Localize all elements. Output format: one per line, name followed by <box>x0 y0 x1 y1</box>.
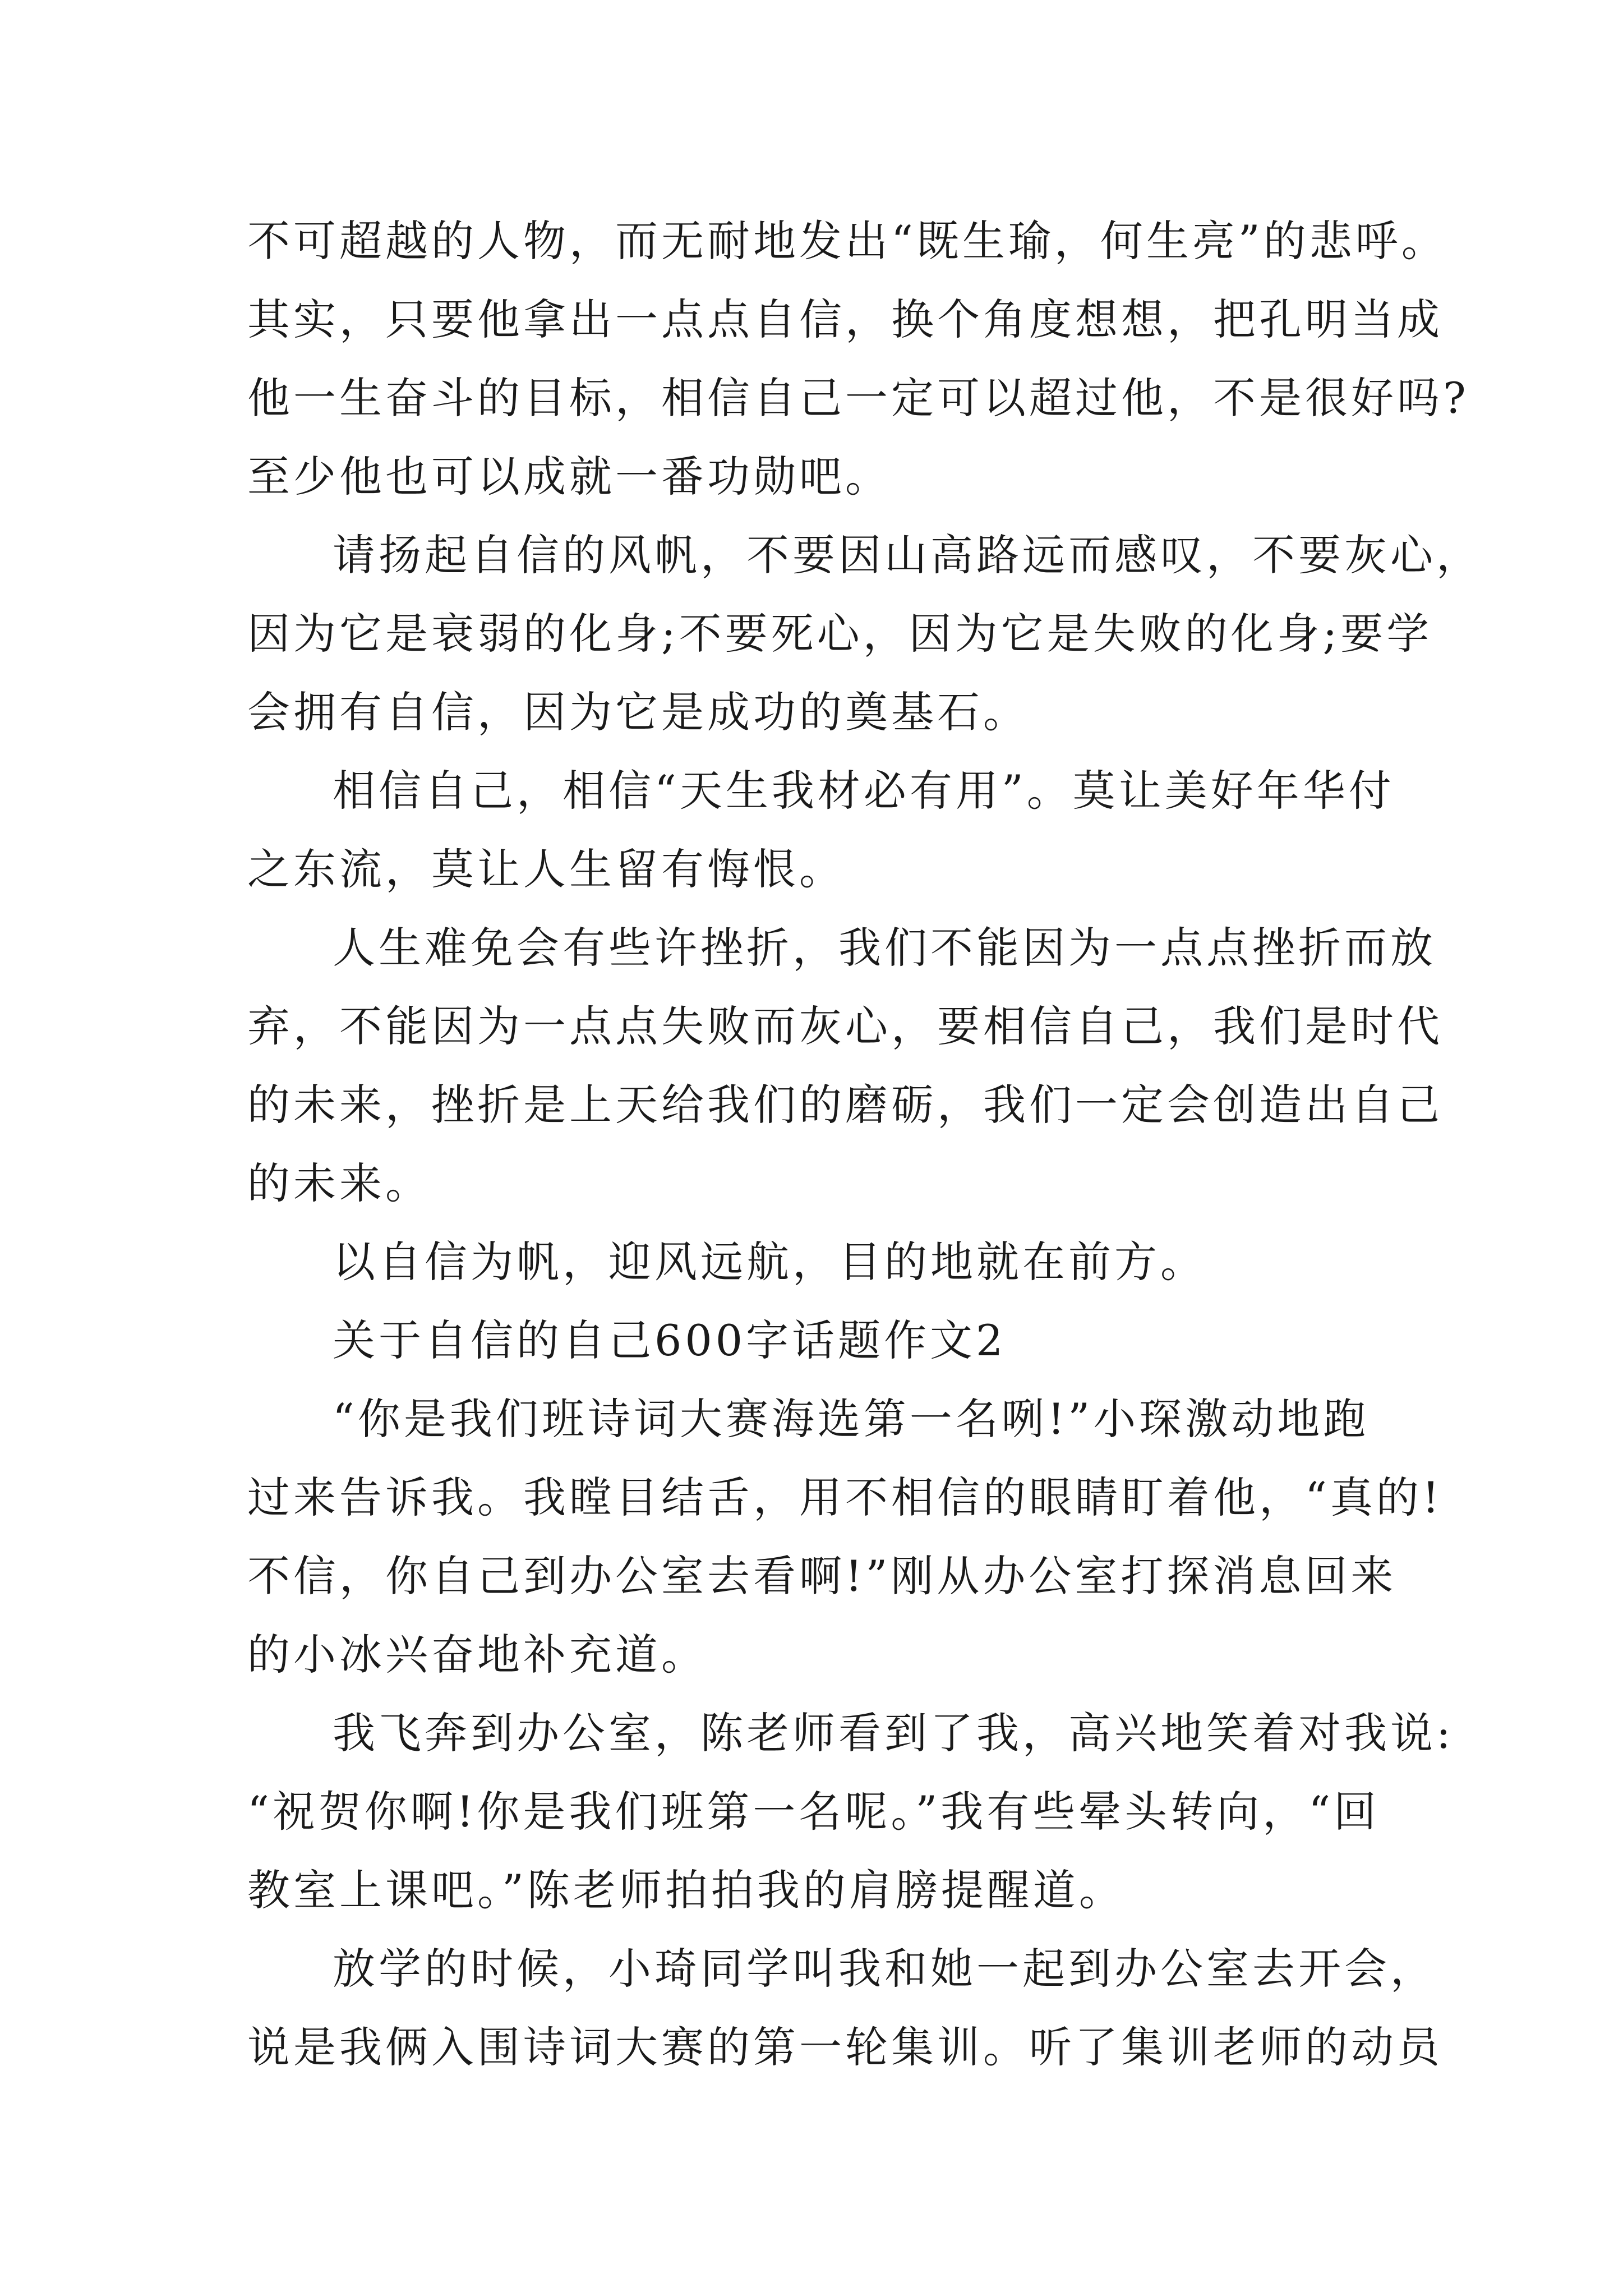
paragraph <box>247 516 1482 752</box>
text-line: 我飞奔到办公室，陈老师看到了我，高兴地笑着对我说: <box>333 1708 1454 1758</box>
text-line: 因为它是衰弱的化身;不要死心，因为它是失败的化身;要学 <box>247 609 1433 659</box>
paragraph <box>247 752 1395 909</box>
text-line: 相信自己，相信“天生我材必有用”。莫让美好年华付 <box>333 766 1395 816</box>
paragraph <box>247 909 1443 1223</box>
text-line: 他一生奋斗的目标，相信自己一定可以超过他，不是很好吗? <box>247 373 1469 423</box>
text-line: 放学的时候，小琦同学叫我和她一起到办公室去开会， <box>333 1944 1436 1994</box>
text-line: 的未来。 <box>247 1158 431 1208</box>
text-line: 教室上课吧。”陈老师拍拍我的肩膀提醒道。 <box>247 1865 1125 1915</box>
document-body <box>247 202 1482 2087</box>
text-line: 过来告诉我。我瞠目结舌，用不相信的眼睛盯着他，“真的! <box>247 1473 1443 1522</box>
text-line: 之东流，莫让人生留有悔恨。 <box>247 844 845 894</box>
text-line: 人生难免会有些许挫折，我们不能因为一点点挫折而放 <box>333 923 1436 973</box>
text-line: “你是我们班诗词大赛海选第一名咧!”小琛激动地跑 <box>333 1394 1370 1444</box>
text-line: 不信，你自己到办公室去看啊!”刚从办公室打探消息回来 <box>247 1551 1397 1601</box>
paragraph <box>247 1694 1454 1930</box>
text-line: 关于自信的自己600字话题作文2 <box>333 1315 1007 1365</box>
text-line: 其实，只要他拿出一点点自信，换个角度想想，把孔明当成 <box>247 295 1443 344</box>
paragraph <box>247 1380 1443 1694</box>
text-line: 不可超越的人物，而无耐地发出“既生瑜，何生亮”的悲呼。 <box>247 216 1447 266</box>
text-line: 以自信为帆，迎风远航，目的地就在前方。 <box>333 1237 1206 1287</box>
text-line: “祝贺你啊!你是我们班第一名呢。”我有些晕头转向，“回 <box>247 1787 1380 1837</box>
text-line: 会拥有自信，因为它是成功的奠基石。 <box>247 687 1029 737</box>
text-line: 的小冰兴奋地补充道。 <box>247 1630 707 1680</box>
paragraph <box>247 1223 1391 1301</box>
text-line: 的未来，挫折是上天给我们的磨砺，我们一定会创造出自己 <box>247 1080 1443 1130</box>
paragraph <box>247 202 1469 516</box>
text-line: 说是我俩入围诗词大赛的第一轮集训。听了集训老师的动员 <box>247 2022 1443 2072</box>
text-line: 至少他也可以成就一番功勋吧。 <box>247 452 891 501</box>
text-line: 弃，不能因为一点点失败而灰心，要相信自己，我们是时代 <box>247 1001 1443 1051</box>
paragraph <box>247 1930 1443 2087</box>
paragraph <box>247 1301 1391 1380</box>
text-line: 请扬起自信的风帆，不要因山高路远而感叹，不要灰心， <box>333 530 1482 580</box>
